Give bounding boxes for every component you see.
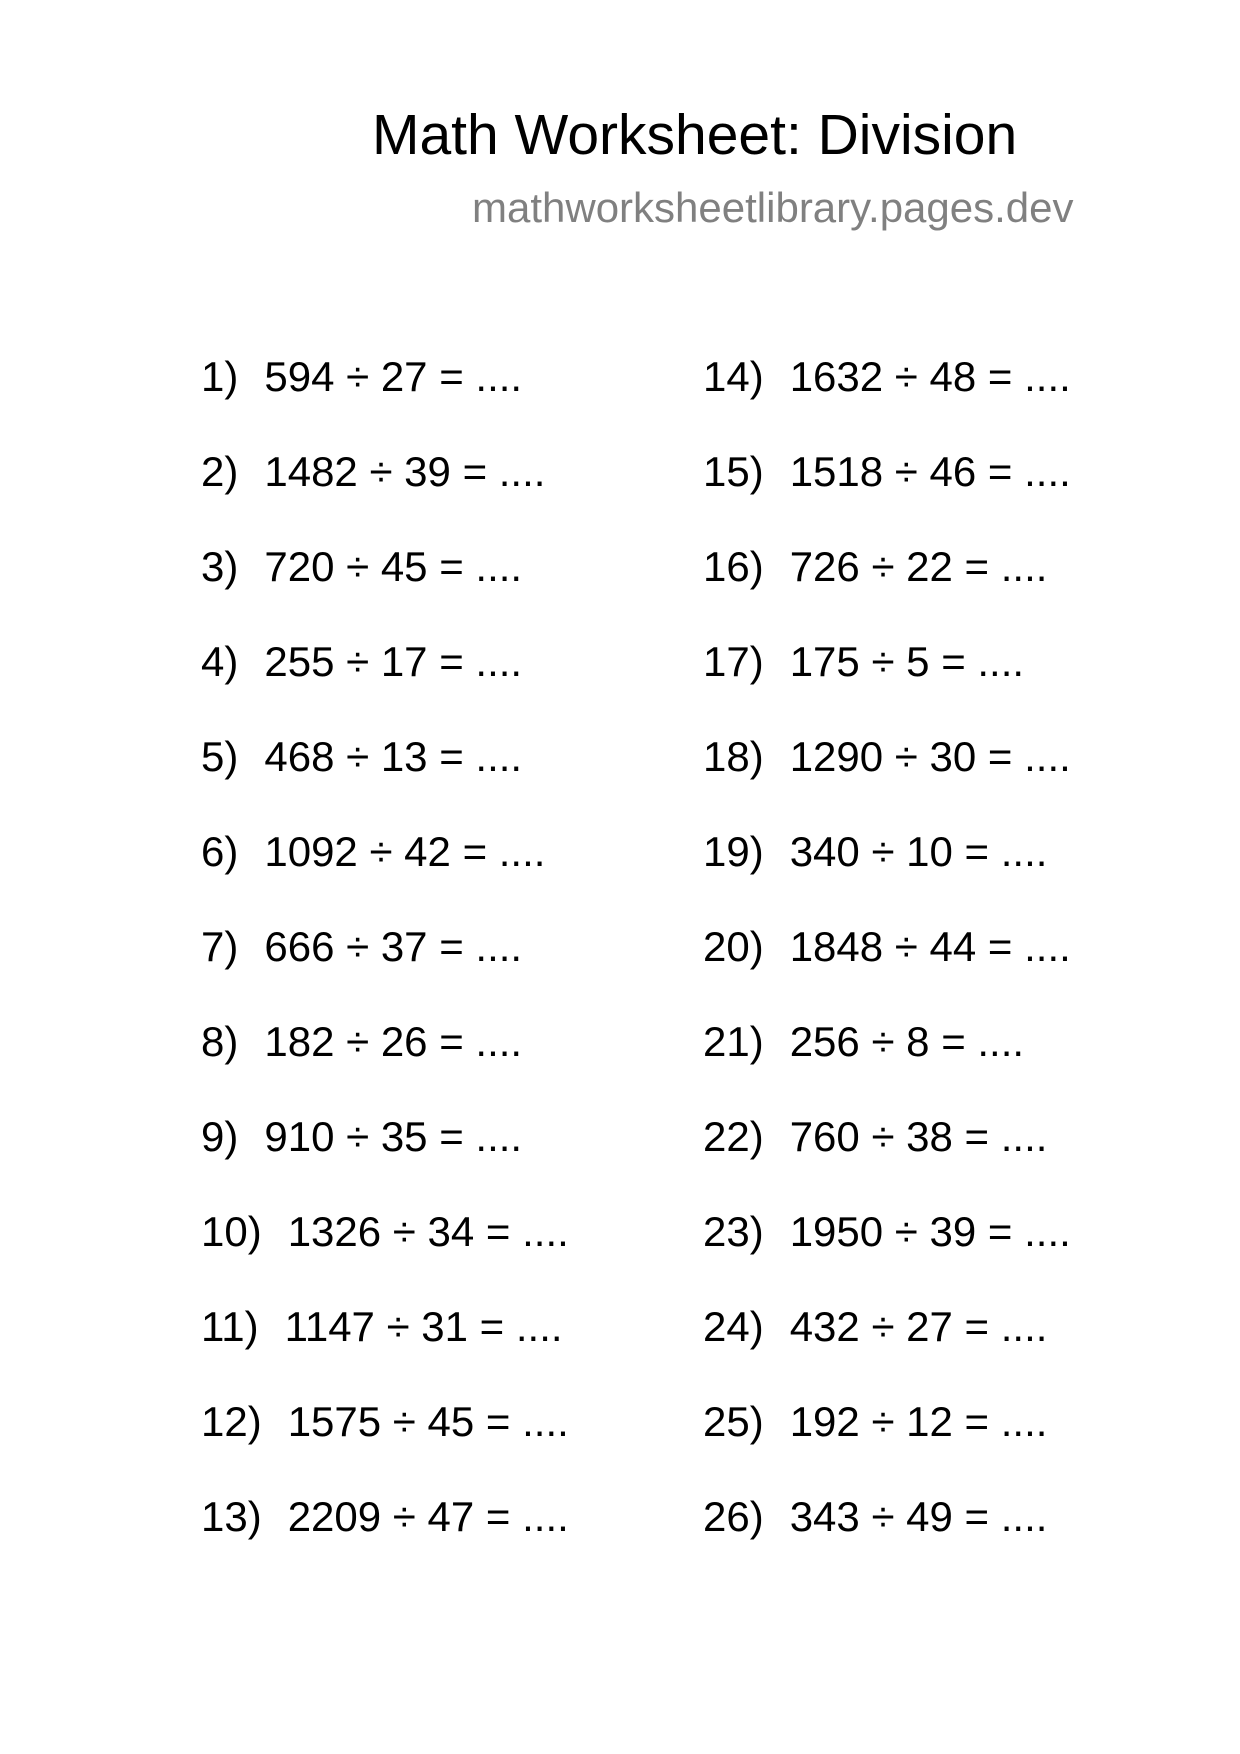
problem-item [703, 1100, 1071, 1195]
problem-number: 18) [703, 733, 764, 780]
problem-number: 12) [201, 1398, 262, 1445]
problem-expression: 1147 ÷ 31 = .... [284, 1303, 563, 1350]
problem-item [201, 1385, 569, 1480]
problem-number: 4) [201, 638, 239, 685]
problem-expression: 182 ÷ 26 = .... [264, 1018, 523, 1065]
problem-number: 20) [703, 923, 764, 970]
problem-expression: 1482 ÷ 39 = .... [264, 448, 546, 495]
problem-number: 21) [703, 1018, 764, 1065]
problem-item [703, 1005, 1071, 1100]
problem-column-right [703, 340, 1071, 1575]
problem-expression: 175 ÷ 5 = .... [789, 638, 1025, 685]
problem-column-left [201, 340, 569, 1575]
problem-item [201, 435, 569, 530]
problem-item [201, 815, 569, 910]
problem-expression: 192 ÷ 12 = .... [789, 1398, 1048, 1445]
problem-item [703, 1480, 1071, 1575]
problem-item [201, 625, 569, 720]
problem-expression: 1518 ÷ 46 = .... [789, 448, 1071, 495]
problem-item [703, 340, 1071, 435]
problem-expression: 468 ÷ 13 = .... [264, 733, 523, 780]
problem-item [201, 1480, 569, 1575]
problem-number: 7) [201, 923, 239, 970]
problem-expression: 1326 ÷ 34 = .... [287, 1208, 569, 1255]
problem-number: 24) [703, 1303, 764, 1350]
problem-item [703, 1385, 1071, 1480]
problem-item [703, 1195, 1071, 1290]
problem-expression: 1950 ÷ 39 = .... [789, 1208, 1071, 1255]
problem-number: 5) [201, 733, 239, 780]
problem-expression: 1632 ÷ 48 = .... [789, 353, 1071, 400]
problem-number: 15) [703, 448, 764, 495]
problem-expression: 432 ÷ 27 = .... [789, 1303, 1048, 1350]
problem-expression: 594 ÷ 27 = .... [264, 353, 523, 400]
problem-item [201, 910, 569, 1005]
problem-expression: 1848 ÷ 44 = .... [789, 923, 1071, 970]
site-url: mathworksheetlibrary.pages.dev [472, 184, 1074, 231]
problem-number: 13) [201, 1493, 262, 1540]
problem-expression: 760 ÷ 38 = .... [789, 1113, 1048, 1160]
problem-expression: 1092 ÷ 42 = .... [264, 828, 546, 875]
problem-expression: 255 ÷ 17 = .... [264, 638, 523, 685]
problem-number: 1) [201, 353, 239, 400]
problem-item [703, 435, 1071, 530]
problem-expression: 726 ÷ 22 = .... [789, 543, 1048, 590]
problem-item [703, 1290, 1071, 1385]
problem-expression: 666 ÷ 37 = .... [264, 923, 523, 970]
problem-expression: 910 ÷ 35 = .... [264, 1113, 523, 1160]
problem-item [703, 625, 1071, 720]
problem-expression: 343 ÷ 49 = .... [789, 1493, 1048, 1540]
problem-item [201, 1290, 569, 1385]
problem-expression: 340 ÷ 10 = .... [789, 828, 1048, 875]
problem-number: 23) [703, 1208, 764, 1255]
problem-item [201, 1195, 569, 1290]
problem-item [201, 1100, 569, 1195]
problem-item [201, 1005, 569, 1100]
problem-number: 26) [703, 1493, 764, 1540]
problem-number: 10) [201, 1208, 262, 1255]
problem-expression: 720 ÷ 45 = .... [264, 543, 523, 590]
problem-number: 8) [201, 1018, 239, 1065]
problem-item [703, 910, 1071, 1005]
problem-expression: 2209 ÷ 47 = .... [287, 1493, 569, 1540]
problem-item [201, 530, 569, 625]
worksheet-title: Math Worksheet: Division [372, 103, 1018, 167]
problem-number: 22) [703, 1113, 764, 1160]
problem-number: 9) [201, 1113, 239, 1160]
problem-expression: 1290 ÷ 30 = .... [789, 733, 1071, 780]
problem-number: 6) [201, 828, 239, 875]
problem-number: 17) [703, 638, 764, 685]
problem-item [201, 720, 569, 815]
problem-expression: 256 ÷ 8 = .... [789, 1018, 1025, 1065]
problem-number: 19) [703, 828, 764, 875]
problem-number: 11) [201, 1303, 259, 1350]
problem-expression: 1575 ÷ 45 = .... [287, 1398, 569, 1445]
problem-number: 16) [703, 543, 764, 590]
problem-item [703, 530, 1071, 625]
problem-number: 3) [201, 543, 239, 590]
problem-number: 25) [703, 1398, 764, 1445]
problem-item [703, 720, 1071, 815]
problem-item [703, 815, 1071, 910]
problem-number: 2) [201, 448, 239, 495]
problem-item [201, 340, 569, 435]
problem-number: 14) [703, 353, 764, 400]
